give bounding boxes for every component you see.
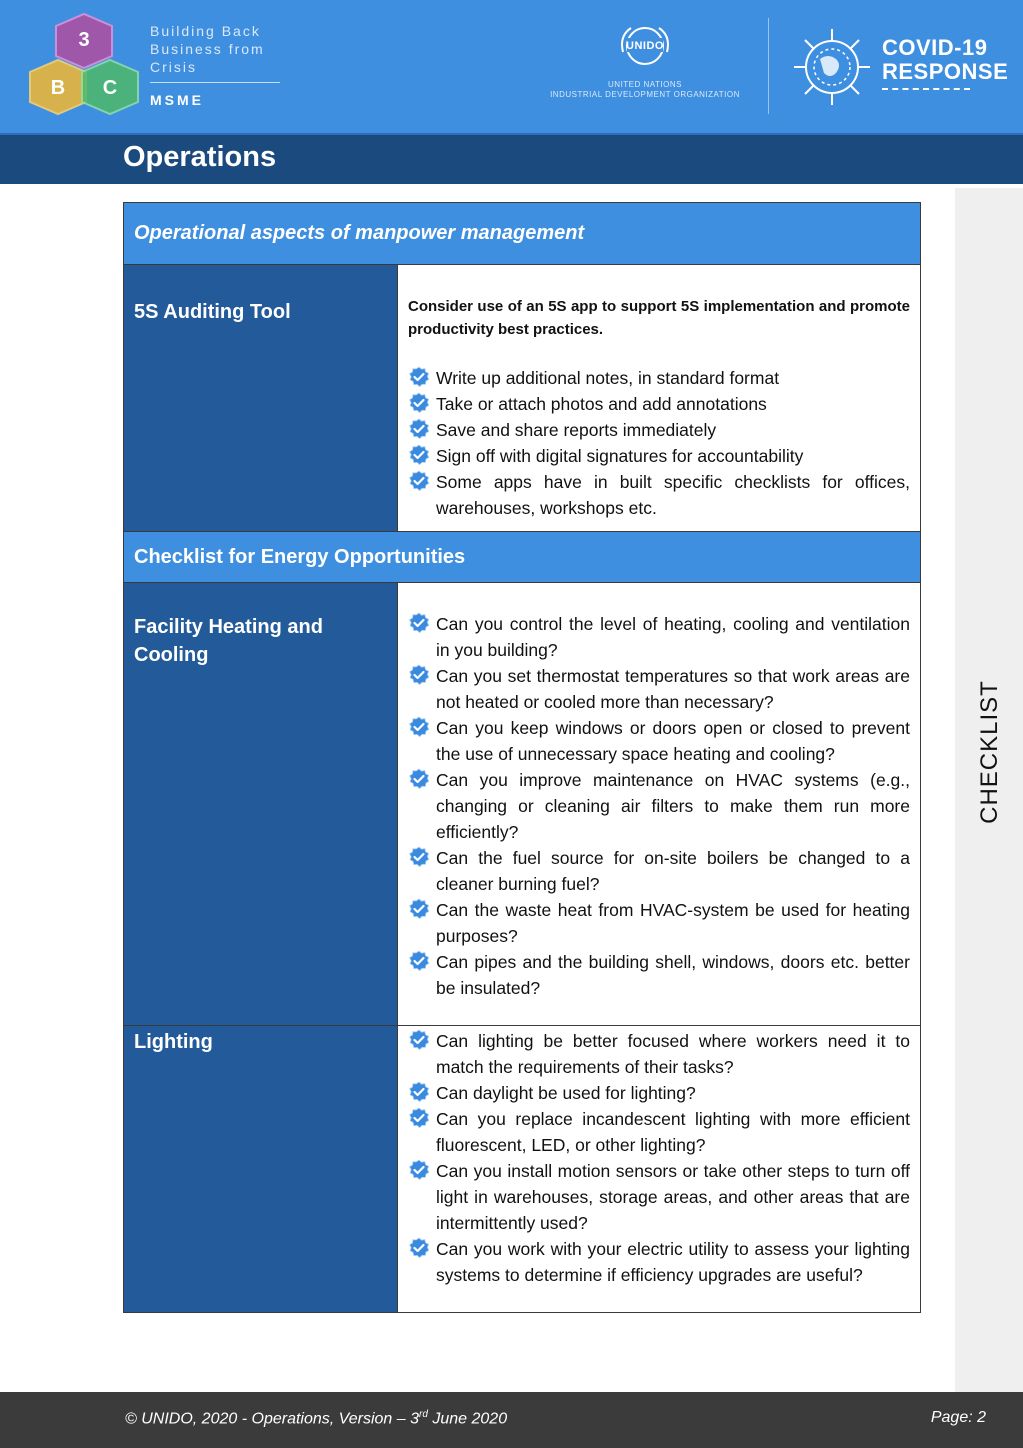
- brand-line-1: Building Back: [150, 23, 261, 39]
- checklist-item-text: Sign off with digital signatures for accountability: [436, 446, 804, 466]
- table-row-5s: [124, 264, 920, 531]
- row-content-heating: [397, 583, 920, 1025]
- checklist-item: [408, 1080, 910, 1106]
- checklist-item-text: Can you install motion sensors or take other steps to turn off light in warehouses, storage areas, and other areas that are intermittently used?: [436, 1161, 910, 1233]
- 5s-intro-text: Consider use of an 5S app to support 5S implementation and promote productivity best practices.: [408, 298, 910, 338]
- row-label-heating: Facility Heating and Cooling: [124, 583, 397, 1025]
- 5s-checklist: [408, 365, 910, 521]
- check-badge-icon: [408, 392, 430, 414]
- footer-bar: [0, 1392, 1023, 1448]
- logo-letter-b: B: [50, 77, 66, 99]
- checklist-item-text: Write up additional notes, in standard format: [436, 368, 780, 388]
- checklist-item-text: Can you work with your electric utility to assess your lighting systems to determine if efficiency upgrades are useful?: [436, 1239, 910, 1285]
- header-banner: [0, 0, 1023, 135]
- title-bar: [0, 135, 1023, 184]
- checklist-item: [408, 611, 910, 663]
- checklist-item-text: Can daylight be used for lighting?: [436, 1083, 696, 1103]
- check-badge-icon: [408, 418, 430, 440]
- header-divider: [768, 18, 769, 114]
- checklist-item: [408, 1028, 910, 1080]
- row-label-lighting: Lighting: [124, 1026, 397, 1312]
- heating-checklist: [408, 611, 910, 1001]
- checklist-item: [408, 767, 910, 845]
- section-header-manpower: Operational aspects of manpower management: [124, 203, 920, 264]
- unido-wordmark: UNIDO: [626, 40, 664, 52]
- check-badge-icon: [408, 1081, 430, 1103]
- brand-divider: [150, 82, 280, 83]
- side-label-checklist: CHECKLIST: [976, 680, 1003, 824]
- check-badge-icon: [408, 470, 430, 492]
- un-emblem-icon: [615, 22, 675, 74]
- checklist-item: [408, 715, 910, 767]
- checklist-item: [408, 443, 910, 469]
- footer-copyright-date: June 2020: [427, 1410, 508, 1428]
- checklist-item-text: Can the waste heat from HVAC-system be used for heating purposes?: [436, 900, 910, 946]
- footer-copyright: [125, 1409, 507, 1428]
- brand-line-2: Business from: [150, 41, 265, 57]
- brand-msme: MSME: [150, 92, 204, 108]
- footer-page-number: Page: 2: [930, 1409, 986, 1426]
- check-badge-icon: [408, 950, 430, 972]
- checklist-item-text: Take or attach photos and add annotations: [436, 394, 767, 414]
- logo-letter-3: 3: [78, 29, 90, 51]
- logo-letter-c: C: [102, 77, 118, 99]
- checklist-item: [408, 897, 910, 949]
- checklist-item: [408, 469, 910, 521]
- check-badge-icon: [408, 898, 430, 920]
- checklist-item-text: Can you keep windows or doors open or closed to prevent the use of unnecessary space heating and cooling?: [436, 718, 910, 764]
- checklist-item: [408, 663, 910, 715]
- checklist-item-text: Save and share reports immediately: [436, 420, 717, 440]
- covid-line-1: COVID-19: [882, 35, 988, 60]
- check-badge-icon: [408, 444, 430, 466]
- checklist-item-text: Can lighting be better focused where workers need it to match the requirements of their tasks?: [436, 1031, 910, 1077]
- check-badge-icon: [408, 1029, 430, 1051]
- checklist-item-text: Can you set thermostat temperatures so that work areas are not heated or cooled more than necessary?: [436, 666, 910, 712]
- lighting-checklist: [408, 1028, 910, 1288]
- section-header-energy: Checklist for Energy Opportunities: [124, 531, 920, 582]
- checklist-item-text: Can the fuel source for on-site boilers be changed to a cleaner burning fuel?: [436, 848, 910, 894]
- checklist-item-text: Can you control the level of heating, cooling and ventilation in you building?: [436, 614, 910, 660]
- checklist-item-text: Can you improve maintenance on HVAC systems (e.g., changing or cleaning air filters to make them run more efficiently?: [436, 770, 910, 842]
- check-badge-icon: [408, 768, 430, 790]
- check-badge-icon: [408, 366, 430, 388]
- table-row-lighting: [124, 1025, 920, 1312]
- footer-copyright-sup: rd: [419, 1409, 428, 1420]
- unido-line-1: UNITED NATIONS: [608, 80, 682, 89]
- check-badge-icon: [408, 846, 430, 868]
- check-badge-icon: [408, 1237, 430, 1259]
- checklist-item: [408, 1236, 910, 1288]
- covid-globe-icon: [790, 25, 874, 109]
- table-row-heating: [124, 582, 920, 1025]
- row-content-lighting: [397, 1026, 920, 1312]
- check-badge-icon: [408, 1107, 430, 1129]
- covid-underline: [882, 88, 970, 90]
- check-badge-icon: [408, 664, 430, 686]
- footer-copyright-main: © UNIDO, 2020 - Operations, Version – 3: [125, 1410, 419, 1428]
- brand-text: [150, 22, 280, 109]
- row-label-5s: 5S Auditing Tool: [124, 265, 397, 531]
- covid-line-2: RESPONSE: [882, 59, 1009, 84]
- unido-logo: [540, 22, 750, 100]
- checklist-item: [408, 949, 910, 1001]
- unido-line-2: INDUSTRIAL DEVELOPMENT ORGANIZATION: [550, 90, 740, 99]
- check-badge-icon: [408, 1159, 430, 1181]
- check-badge-icon: [408, 612, 430, 634]
- side-tab: [955, 188, 1023, 1392]
- checklist-item: [408, 391, 910, 417]
- page-title: Operations: [123, 141, 277, 173]
- checklist-item: [408, 365, 910, 391]
- checklist-item: [408, 1106, 910, 1158]
- brand-line-3: Crisis: [150, 59, 197, 75]
- checklist-item: [408, 1158, 910, 1236]
- covid-response-text: [882, 36, 1008, 90]
- checklist-item-text: Can pipes and the building shell, windows, doors etc. better be insulated?: [436, 952, 910, 998]
- check-badge-icon: [408, 716, 430, 738]
- checklist-item-text: Some apps have in built specific checklists for offices, warehouses, workshops etc.: [436, 472, 910, 518]
- checklist-item: [408, 845, 910, 897]
- row-content-5s: [397, 265, 920, 531]
- checklist-table: [123, 202, 921, 1313]
- bbbc-cube-logo: [28, 10, 140, 122]
- checklist-item-text: Can you replace incandescent lighting with more efficient fluorescent, LED, or other lighting?: [436, 1109, 910, 1155]
- checklist-item: [408, 417, 910, 443]
